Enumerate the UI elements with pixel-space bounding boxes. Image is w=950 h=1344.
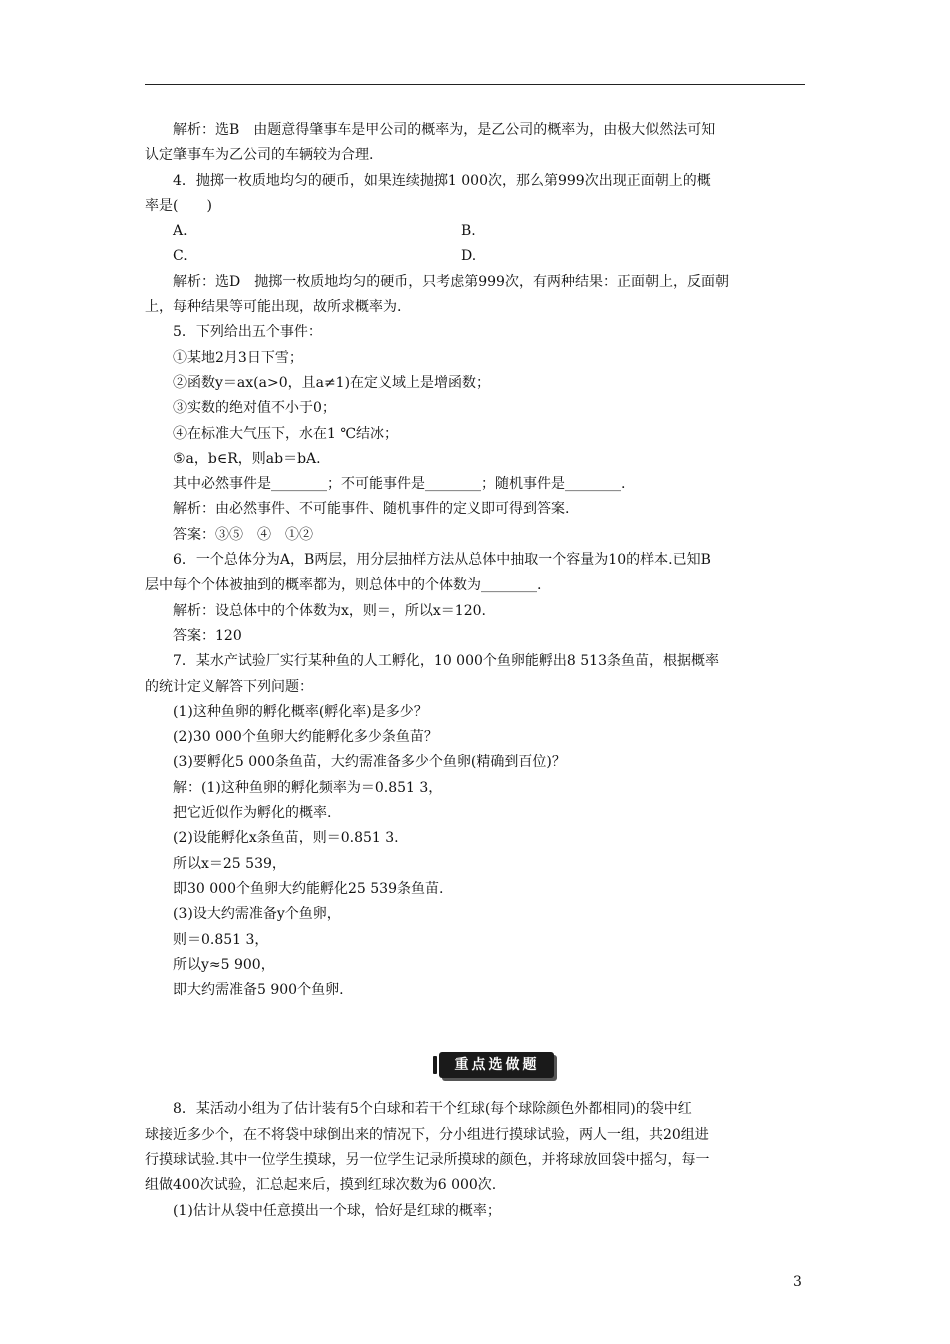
section-header [187,1047,805,1083]
text-line: ⑤a，b∈R，则ab＝bA. [173,450,321,467]
question-6: 6．一个总体分为A，B两层，用分层抽样方法从总体中抽取一个容量为10的样本.已知B [173,552,711,569]
spacer [145,1003,805,1047]
text-line: 所以x＝25 539， [173,855,286,872]
question-7: 7．某水产试验厂实行某种鱼的人工孵化，10 000个鱼卵能孵出8 513条鱼苗，根据概率 [173,653,719,670]
text-line: (3)设大约需准备y个鱼卵， [173,906,341,923]
text-line: 把它近似作为孵化的概率. [173,805,332,822]
text-line: 即30 000个鱼卵大约能孵化25 539条鱼苗. [173,880,444,897]
text-line: 行摸球试验.其中一位学生摸球，另一位学生记录所摸球的颜色，并将球放回袋中摇匀，每一 [145,1151,710,1168]
options-row [145,219,805,244]
text-line: 即大约需准备5 900个鱼卵. [173,982,344,999]
text-line: 认定肇事车为乙公司的车辆较为合理. [145,147,374,164]
text-line: ①某地2月3日下雪； [173,349,303,366]
option-c: C. [173,248,188,265]
text-line: 解析：由必然事件、不可能事件、随机事件的定义即可得到答案. [173,501,570,518]
question-5: 5．下列给出五个事件： [173,324,322,341]
text-line: 率是( ) [145,197,212,214]
text-line: 上，每种结果等可能出现，故所求概率为. [145,299,402,316]
spacer [145,1083,805,1097]
answer-line: 答案：③⑤ ④ ①② [173,526,313,543]
text-line: 解析：选D 抛掷一枚质地均匀的硬币，只考虑第999次，有两种结果：正面朝上，反面朝 [173,273,729,290]
option-b: B. [461,223,476,240]
option-d: D. [461,248,477,265]
text-line: ②函数y＝ax(a>0，且a≠1)在定义域上是增函数； [173,374,491,391]
text-line: 所以y≈5 900， [173,956,275,973]
text-line: 解析：设总体中的个体数为x，则＝，所以x＝120. [173,602,486,619]
text-line: (1)这种鱼卵的孵化概率(孵化率)是多少？ [173,703,428,720]
page-number: 3 [793,1274,802,1290]
text-line: 的统计定义解答下列问题： [145,678,313,695]
text-line: 球接近多少个，在不将袋中球倒出来的情况下，分小组进行摸球试验，两人一组，共20组进 [145,1126,709,1143]
text-line: (3)要孵化5 000条鱼苗，大约需准备多少个鱼卵(精确到百位)？ [173,754,566,771]
text-line: 其中必然事件是________；不可能事件是________；随机事件是________. [173,476,626,493]
text-line: (1)估计从袋中任意摸出一个球，恰好是红球的概率； [173,1202,501,1219]
text-line: ③实数的绝对值不小于0； [173,400,336,417]
document-body [145,118,805,1224]
text-line: 解：(1)这种鱼卵的孵化频率为＝0.851 3， [173,779,443,796]
text-line: 解析：选B 由题意得肇事车是甲公司的概率为，是乙公司的概率为，由极大似然法可知 [173,122,716,138]
text-line: (2)30 000个鱼卵大约能孵化多少条鱼苗？ [173,729,438,746]
text-line: 则＝0.851 3， [173,931,269,948]
text-line: 层中每个个体被抽到的概率都为，则总体中的个体数为________. [145,577,542,594]
text-line: (2)设能孵化x条鱼苗，则＝0.851 3. [173,830,399,847]
section-badge: 重点选做题 [439,1052,554,1078]
answer-line: 答案：120 [173,627,242,644]
option-a: A. [173,223,188,240]
question-8: 8．某活动小组为了估计装有5个白球和若干个红球(每个球除颜色外都相同)的袋中红 [173,1101,692,1118]
text-line: ④在标准大气压下，水在1 ℃结冰； [173,425,399,442]
options-row [145,244,805,269]
text-line: 组做400次试验，汇总起来后，摸到红球次数为6 000次. [145,1177,497,1194]
header-rule [145,84,805,85]
question-4: 4．抛掷一枚质地均匀的硬币，如果连续抛掷1 000次，那么第999次出现正面朝上的概 [173,172,711,189]
